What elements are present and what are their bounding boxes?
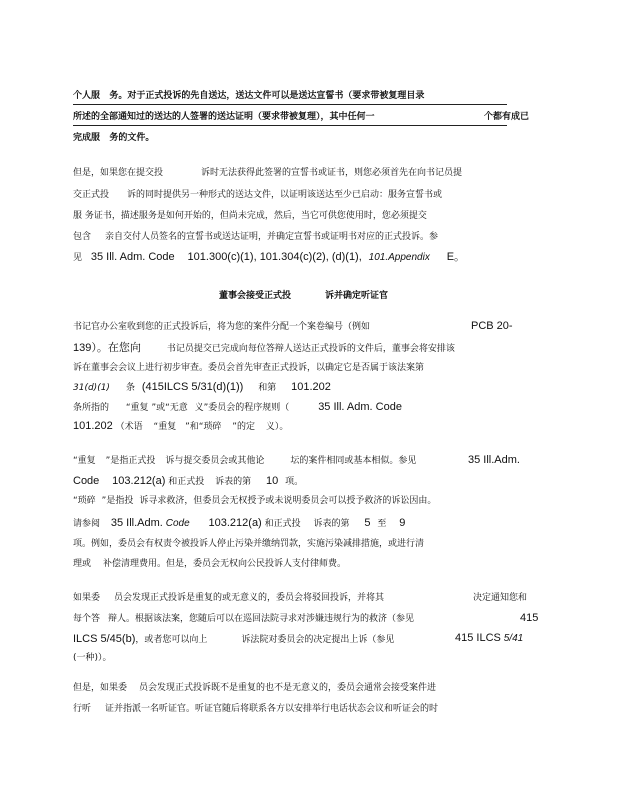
p1-line-3: 服 务证书，描述服务是如何开始的，但尚未完成，然后，当它可供您使用时，您必须提交 — [73, 211, 427, 221]
p4-line-2-right: 415 — [520, 612, 539, 624]
p4-line-1-right: 决定通知您和 — [473, 593, 528, 603]
p1-line-4: 包含 亲自交付人员签名的宣誓书或送达证明，并确定宣誓书或证明书对应的正式投诉。参 — [73, 232, 439, 242]
p1-citation: 35 Ill. Adm. Code — [90, 251, 175, 263]
header-line-3: 完成服 务的文件。 — [73, 133, 155, 143]
p3-line-3: “琐碎 ”是指投 诉寻求救济，但委员会无权授予或未说明委员会可以授予救济的诉讼因由。 — [73, 496, 437, 506]
p1-citation-sections: 101.300(c)(1), 101.304(c)(2), (d)(1), — [187, 251, 362, 263]
p1-line-1: 但是，如果您在提交投 诉时无法获得此签署的宣誓书或证书，则您必须首先在向书记员提 — [73, 168, 463, 178]
p2-line-2: 139）。在您向 书记员提交已完成向每位答辩人送达正式投诉的文件后，董事会将安排该 — [73, 342, 455, 354]
p3-line-5: 项。例如，委员会有权责令被投诉人停止污染并缴纳罚款，实施污染减排措施，或进行清 — [73, 539, 425, 549]
p2-line-4: 31(d)(1) 条 (415ILCS 5/31(d)(1)) 和第 101.202 — [73, 381, 331, 393]
p5-line-2: 行听 证并指派一名听证官。听证官随后将联系各方以安排举行电话状态会议和听证会的时 — [73, 704, 439, 714]
p4-line-1: 如果委 员会发现正式投诉是重复的或无意义的，委员会将驳回投诉，并将其 — [73, 593, 385, 603]
header-line-2: 所述的全部通知过的送达的人签署的送达证明（要求带被复理），其中任何一 — [73, 112, 375, 122]
header-rule-1 — [73, 104, 507, 105]
p4-line-2: 每个答 辩人。根据该法案，您随后可以在巡回法院寻求对涉嫌违规行为的救济（参见 — [73, 614, 415, 624]
header-line-2-right: 个都有成已 — [484, 112, 530, 122]
p5-line-1: 但是，如果委 员会发现正式投诉既不是重复的也不是无意义的，委员会通常会接受案件进 — [73, 683, 437, 693]
p3-line-6: 理或 补偿清理费用。但是，委员会无权向公民投诉人支付律师费。 — [73, 559, 347, 569]
header-line-1: 个人服 务。对于正式投诉的先自送达，送达文件可以是送达宣誓书（要求带被复理目录 — [73, 91, 425, 101]
section-heading: 董事会接受正式投 诉并确定听证官 — [219, 291, 389, 301]
p2-line-3: 诉在董事会会议上进行初步审查。委员会首先审查正式投诉，以确定它是否属于该法案第 — [73, 363, 425, 373]
p4-line-3: ILCS 5/45(b)，或者您可以向上 诉法院对委员会的决定提出上诉（参见 — [73, 633, 395, 645]
p2-case-number: PCB 20- — [471, 320, 513, 332]
p4-line-4: (一种)）。 — [73, 653, 112, 663]
p1-line-2: 交正式投 诉的同时提供另一种形式的送达文件，以证明该送达至少已启动：服务宣誓书或 — [73, 190, 443, 200]
p2-line-6: 101.202 （术语 “重复 ”和“琐碎 ”的定 义）。 — [73, 420, 289, 432]
p3-line-4: 请参阅 35 Ill.Adm. Code 103.212(a) 和正式投 诉表的第 5 至 9 — [73, 517, 406, 529]
p1-appendix: 101.Appendix — [368, 252, 430, 263]
p3-line-2: Code 103.212(a) 和正式投 诉表的第 10 项。 — [73, 475, 304, 487]
p1-line-5: 见 35 Ill. Adm. Code 101.300(c)(1), 101.304(c)(2), (d)(1), 101.Appendix E。 — [73, 251, 466, 263]
p3-line-1: “重复 ”是指正式投 诉与提交委员会或其他论 坛的案件相同或基本相似。参见 — [73, 456, 417, 466]
p2-line-5: 条所指的 “重复 ”或“无意 义”委员会的程序规则（ 35 Ill. Adm. Code — [73, 401, 402, 413]
p4-line-3-right: 415 ILCS 5/41 — [455, 632, 524, 644]
header-rule-2 — [73, 125, 507, 126]
p3-citation-right: 35 Ill.Adm. — [468, 454, 520, 466]
p2-line-1: 书记官办公室收到您的正式投诉后，将为您的案件分配一个案卷编号（例如 — [73, 322, 371, 332]
